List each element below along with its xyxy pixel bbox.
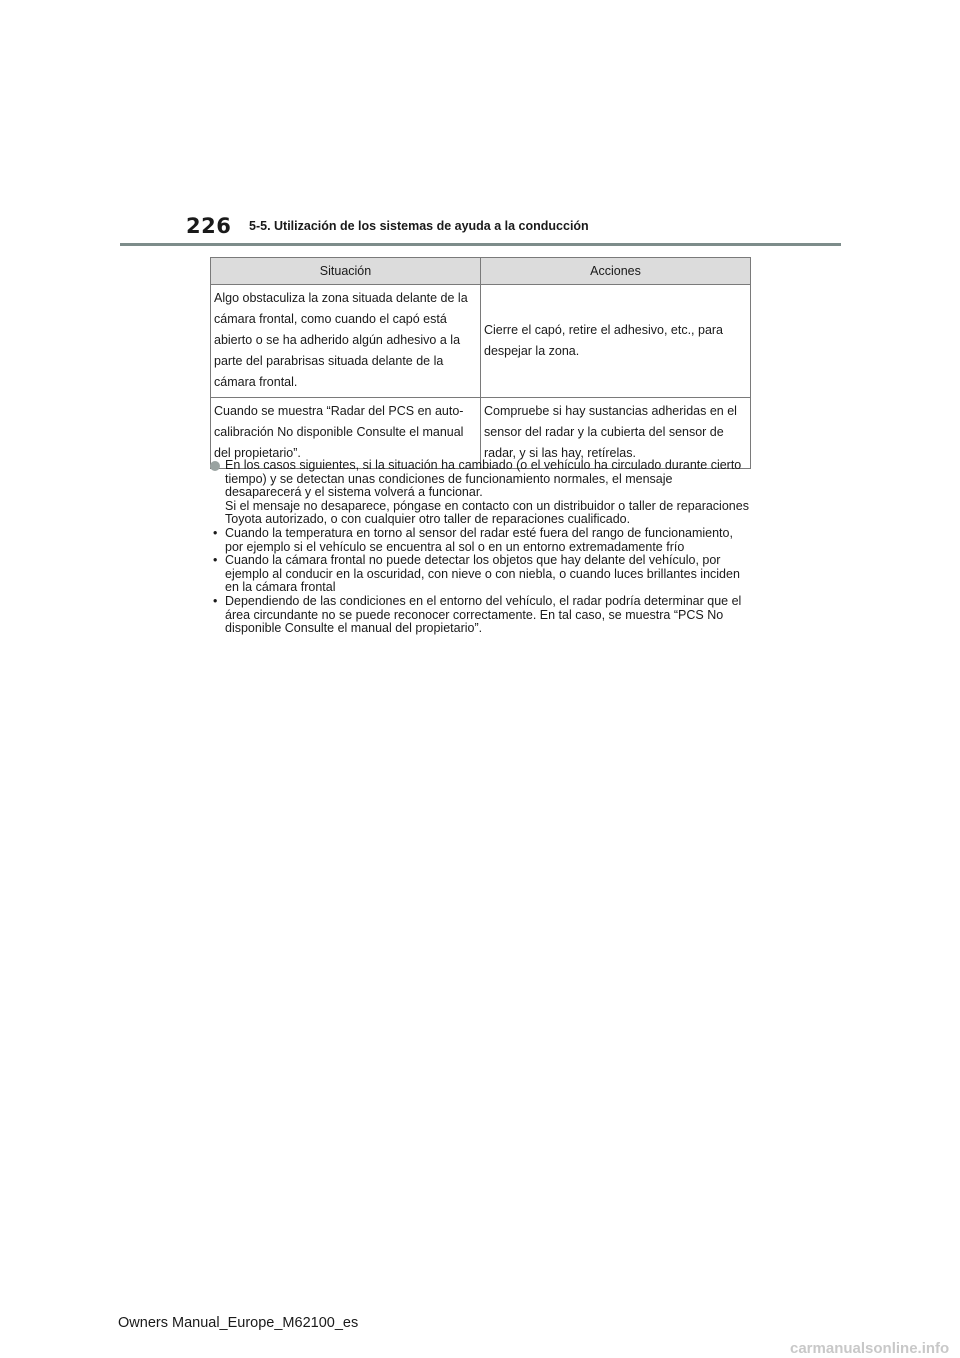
list-item: [210, 527, 750, 554]
bullet-icon: •: [213, 593, 218, 608]
list-item: [210, 554, 750, 595]
list-item-text: Cuando la temperatura en torno al sensor del radar esté fuera del rango de funcionamiento, por ejemplo si el vehículo se encuentra al sol o en un entorno extremadamente frío: [225, 525, 733, 554]
note-secondary-text: Si el mensaje no desaparece, póngase en contacto con un distribuidor o taller de reparaciones Toyota autorizado, o con cualquier otro taller de reparaciones cualificado.: [225, 498, 749, 527]
note-main-text: En los casos siguientes, si la situación ha cambiado (o el vehículo ha circulado durante cierto tiempo) y se detectan unas condiciones de funcionamiento normales, el mensaje desaparecerá y el sistema volverá a funcionar.: [225, 458, 742, 500]
bullet-icon: •: [213, 553, 218, 568]
notes-section: [210, 459, 750, 636]
footer-document-id: Owners Manual_Europe_M62100_es: [118, 1315, 359, 1331]
watermark: carmanualsonline.info: [790, 1340, 950, 1357]
situation-cell: Cuando se muestra “Radar del PCS en auto-calibración No disponible Consulte el manual del propietario”.: [211, 398, 481, 469]
action-cell: Cierre el capó, retire el adhesivo, etc., para despejar la zona.: [481, 285, 751, 398]
column-header-situation: Situación: [211, 258, 481, 285]
note-block: [210, 459, 750, 527]
list-item: [210, 595, 750, 636]
bullet-icon: •: [213, 525, 218, 540]
column-header-actions: Acciones: [481, 258, 751, 285]
list-item-text: Dependiendo de las condiciones en el entorno del vehículo, el radar podría determinar que el área circundante no se puede reconocer correctamente. En tal caso, se muestra “PCS No disponible Consulte el manual del propietario”.: [225, 593, 742, 636]
page-number: 226: [186, 214, 232, 238]
header-divider: [120, 243, 841, 246]
situation-cell: Algo obstaculiza la zona situada delante de la cámara frontal, como cuando el capó está abierto o se ha adherido algún adhesivo a la parte del parabrisas situada delante de la cámara frontal.: [211, 285, 481, 398]
situation-actions-table: [210, 257, 751, 469]
condition-list: [210, 527, 750, 636]
list-item-text: Cuando la cámara frontal no puede detectar los objetos que hay delante del vehículo, por ejemplo al conducir en la oscuridad, con nieve o con niebla, o cuando luces brillantes inciden en la cámara frontal: [225, 553, 740, 595]
circle-bullet-icon: [210, 461, 220, 471]
table-row: [211, 285, 751, 398]
action-cell: Compruebe si hay sustancias adheridas en el sensor del radar y la cubierta del sensor de radar, y si las hay, retírelas.: [481, 398, 751, 469]
section-title: 5-5. Utilización de los sistemas de ayuda a la conducción: [249, 219, 589, 233]
table-header-row: [211, 258, 751, 285]
